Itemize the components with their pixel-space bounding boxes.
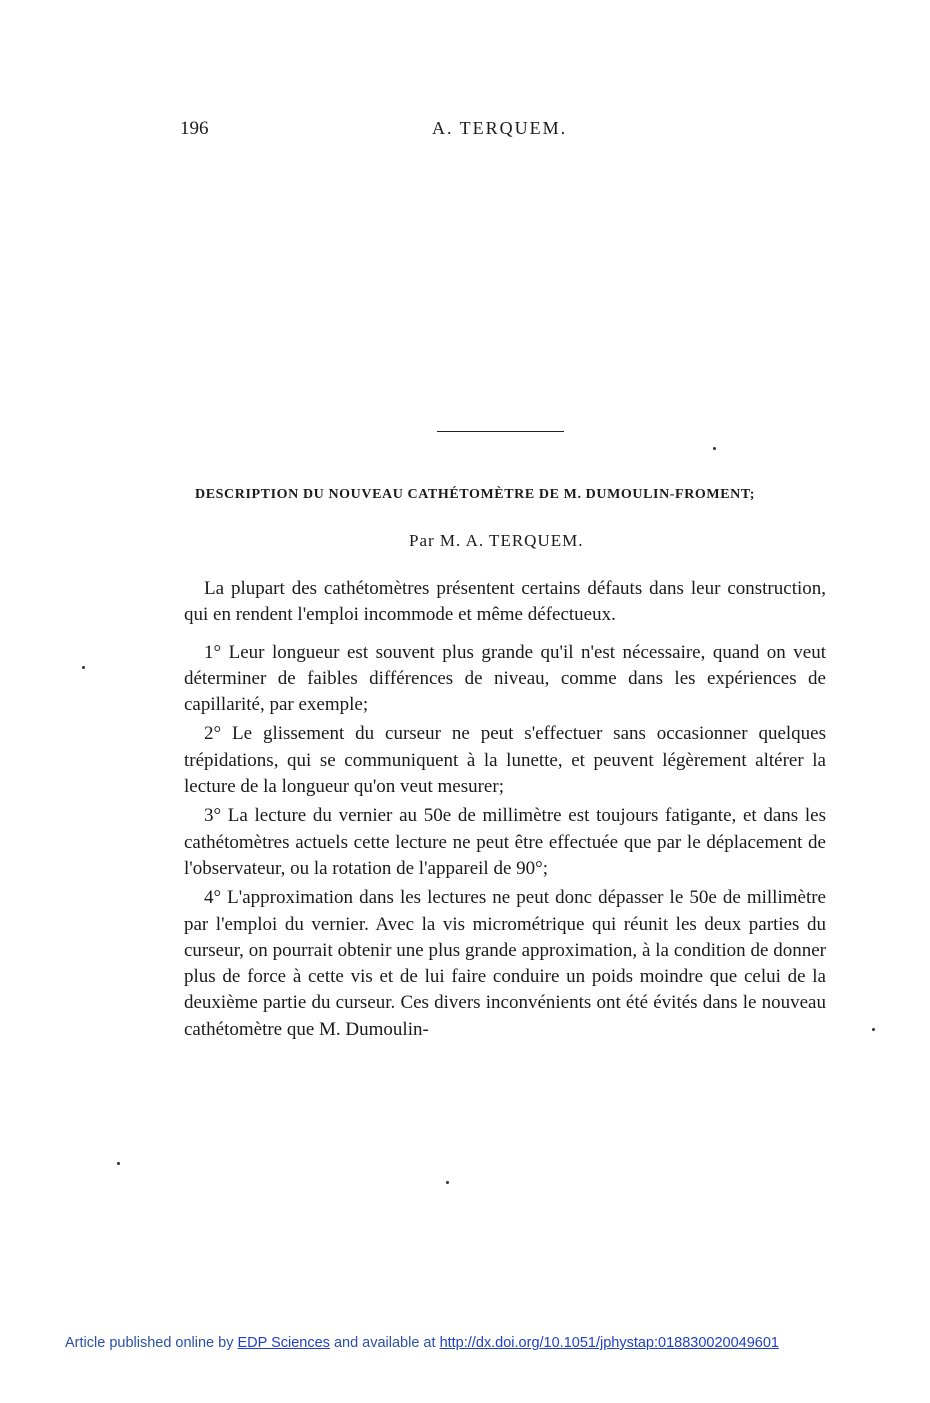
scan-speck <box>117 1162 120 1165</box>
paragraph-item-1: 1° Leur longueur est souvent plus grande qu'il n'est nécessaire, quand on veut déterminer de faibles différences de niveau, comme dans les expériences de capillarité, par exemple; <box>184 641 826 716</box>
scan-speck <box>82 666 85 669</box>
article-title: DESCRIPTION DU NOUVEAU CATHÉTOMÈTRE DE M. DUMOULIN-FROMENT; <box>195 487 756 502</box>
paragraph-item-2: 2° Le glissement du curseur ne peut s'effectuer sans occasionner quelques trépidations, qui se communiquent à la lunette, et peuvent légèrement altérer la lecture de la longueur qu'on veut mesurer; <box>184 723 826 798</box>
page-number: 196 <box>180 118 209 139</box>
doi-link[interactable]: http://dx.doi.org/10.1051/jphystap:018830020049601 <box>439 1335 779 1351</box>
byline: Par M. A. TERQUEM. <box>409 531 584 550</box>
scan-speck <box>872 1028 875 1031</box>
footer-prefix: Article published online by <box>65 1335 238 1351</box>
publisher-link[interactable]: EDP Sciences <box>237 1335 330 1351</box>
scan-speck <box>446 1181 449 1184</box>
scan-speck <box>713 447 716 450</box>
section-divider <box>437 431 564 432</box>
paragraph-intro: La plupart des cathétomètres présentent certains défauts dans leur construction, qui en rendent l'emploi incommode et même défectueux. <box>184 578 826 626</box>
article-body <box>184 576 826 1043</box>
footer-middle: and available at <box>329 1335 440 1351</box>
publication-footer <box>65 1335 779 1351</box>
paragraph-item-3: 3° La lecture du vernier au 50e de millimètre est toujours fatigante, et dans les cathétomètres actuels cette lecture ne peut être effectuée que par le déplacement de l'observateur, ou la rotation de l'appareil de 90°; <box>184 805 826 879</box>
paragraph-item-4: 4° L'approximation dans les lectures ne peut donc dépasser le 50e de millimètre par l'emploi du vernier. Avec la vis micrométrique qui réunit les deux parties du curseur, on pourrait obtenir une plus grande approximation, à la condition de donner plus de force à cette vis et de lui faire conduire un poids moindre que celui de la deuxième partie du curseur. Ces divers inconvénients ont été évités dans le nouveau cathétomètre que M. Dumoulin- <box>184 887 826 1040</box>
running-head: A. TERQUEM. <box>432 118 568 138</box>
